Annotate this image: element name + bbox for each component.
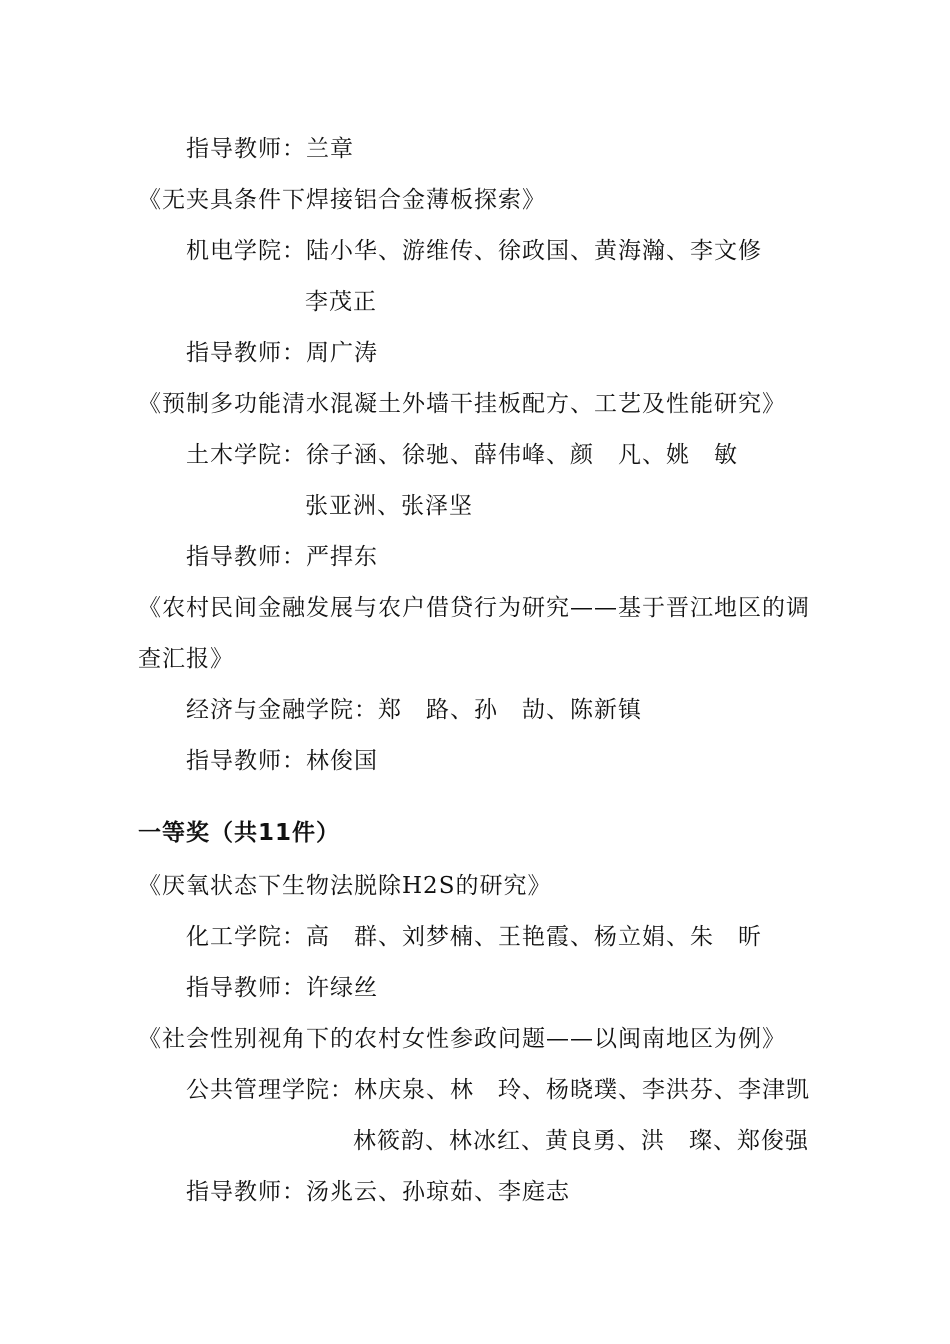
advisor-line: 指导教师：严捍东 — [186, 544, 378, 570]
advisor-line: 指导教师：兰章 — [186, 136, 354, 162]
advisor-line: 指导教师：林俊国 — [186, 748, 378, 774]
section-heading: 一等奖（共11件） — [138, 820, 341, 846]
team-line: 土木学院：徐子涵、徐驰、薛伟峰、颜 凡、姚 敏 — [186, 442, 738, 468]
project-title: 《社会性别视角下的农村女性参政问题——以闽南地区为例》 — [138, 1026, 786, 1052]
project-title: 《厌氧状态下生物法脱除H2S的研究》 — [138, 873, 552, 899]
advisor-line: 指导教师：周广涛 — [186, 340, 378, 366]
team-line: 化工学院：高 群、刘梦楠、王艳霞、杨立娟、朱 昕 — [186, 924, 762, 950]
project-title: 《预制多功能清水混凝土外墙干挂板配方、工艺及性能研究》 — [138, 391, 786, 417]
advisor-line: 指导教师：许绿丝 — [186, 975, 378, 1001]
team-line: 经济与金融学院：郑 路、孙 劼、陈新镇 — [186, 697, 642, 723]
team-line-continued: 林筱韵、林冰红、黄良勇、洪 璨、郑俊强 — [353, 1128, 809, 1154]
team-line-continued: 李茂正 — [305, 289, 377, 315]
project-title: 《无夹具条件下焊接铝合金薄板探索》 — [138, 187, 546, 213]
project-title: 《农村民间金融发展与农户借贷行为研究——基于晋江地区的调 — [138, 595, 810, 621]
project-title-continued: 查汇报》 — [138, 646, 234, 672]
team-line: 公共管理学院：林庆泉、林 玲、杨晓璞、李洪芬、李津凯 — [186, 1077, 810, 1103]
team-line: 机电学院：陆小华、游维传、徐政国、黄海瀚、李文修 — [186, 238, 762, 264]
advisor-line: 指导教师：汤兆云、孙琼茹、李庭志 — [186, 1179, 570, 1205]
team-line-continued: 张亚洲、张泽坚 — [305, 493, 473, 519]
